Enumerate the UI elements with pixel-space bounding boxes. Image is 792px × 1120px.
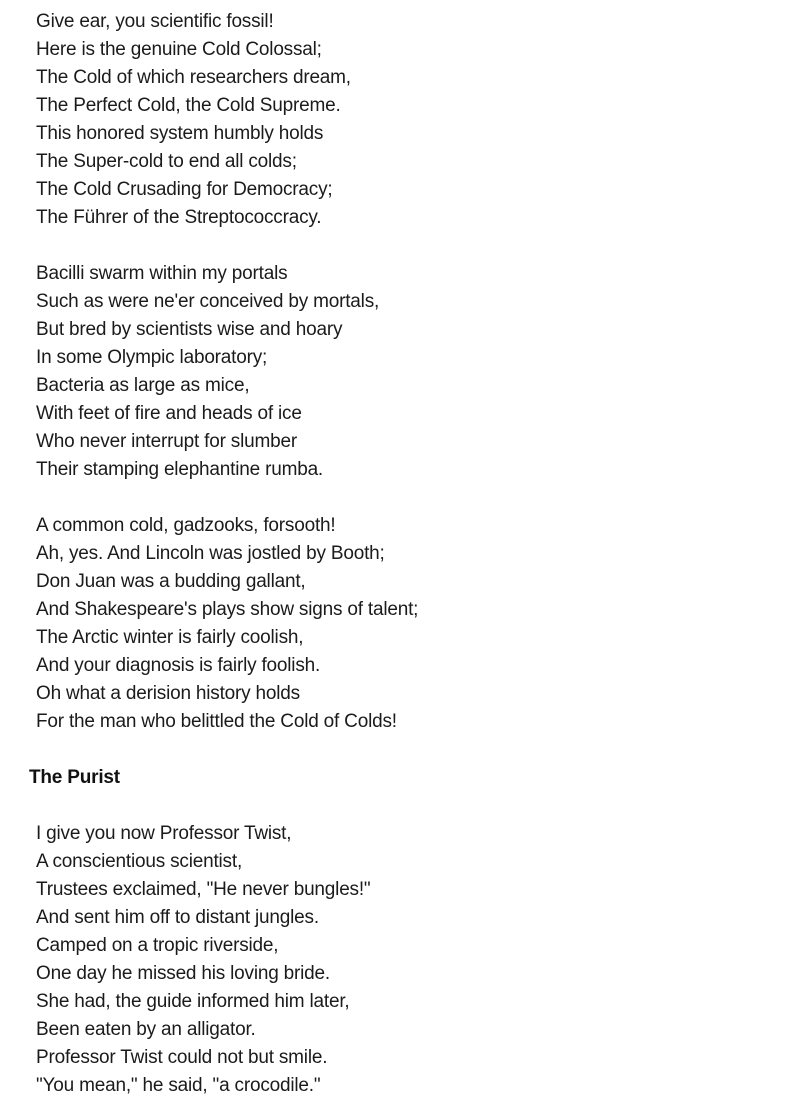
poem-line: She had, the guide informed him later, <box>36 991 350 1012</box>
poem-line: The Cold Crusading for Democracy; <box>36 179 333 200</box>
poem-line: Who never interrupt for slumber <box>36 431 297 452</box>
poem-title: The Purist <box>29 767 120 788</box>
poem-line: In some Olympic laboratory; <box>36 347 268 368</box>
poem-line: And your diagnosis is fairly foolish. <box>36 655 321 676</box>
poem-line: A common cold, gadzooks, forsooth! <box>36 515 336 536</box>
poem-line: Don Juan was a budding gallant, <box>36 571 306 592</box>
poem-line: And sent him off to distant jungles. <box>36 907 319 928</box>
poem-line: Trustees exclaimed, "He never bungles!" <box>36 879 371 900</box>
poem-line: Here is the genuine Cold Colossal; <box>36 39 322 60</box>
poem-line: A conscientious scientist, <box>36 851 243 872</box>
poem-line: One day he missed his loving bride. <box>36 963 330 984</box>
poem-line: The Cold of which researchers dream, <box>36 67 351 88</box>
poem-line: The Perfect Cold, the Cold Supreme. <box>36 95 341 116</box>
poem-stanza <box>36 512 768 736</box>
poem-line: And Shakespeare's plays show signs of talent; <box>36 599 419 620</box>
poem-line: The Super-cold to end all colds; <box>36 151 297 172</box>
poem-line: Such as were ne'er conceived by mortals, <box>36 291 380 312</box>
poem-line: This honored system humbly holds <box>36 123 324 144</box>
poem-stanza <box>36 8 768 232</box>
poem-line: Ah, yes. And Lincoln was jostled by Booth; <box>36 543 385 564</box>
poem-line: Their stamping elephantine rumba. <box>36 459 324 480</box>
poem-line: For the man who belittled the Cold of Colds! <box>36 711 397 732</box>
poem-line: "You mean," he said, "a crocodile." <box>36 1075 321 1096</box>
poem-line: Give ear, you scientific fossil! <box>36 11 274 32</box>
poem-line: I give you now Professor Twist, <box>36 823 292 844</box>
poem-line: The Arctic winter is fairly coolish, <box>36 627 304 648</box>
poem-line: Camped on a tropic riverside, <box>36 935 279 956</box>
poem-line: Oh what a derision history holds <box>36 683 300 704</box>
poem-stanza <box>36 820 768 1100</box>
poem-line: The Führer of the Streptococcracy. <box>36 207 322 228</box>
poem-line: Bacteria as large as mice, <box>36 375 250 396</box>
poem-line: Bacilli swarm within my portals <box>36 263 288 284</box>
poem-stanza <box>36 260 768 484</box>
poem-line: But bred by scientists wise and hoary <box>36 319 343 340</box>
poem-line: Professor Twist could not but smile. <box>36 1047 328 1068</box>
poem-line: Been eaten by an alligator. <box>36 1019 256 1040</box>
poem-line: With feet of fire and heads of ice <box>36 403 302 424</box>
